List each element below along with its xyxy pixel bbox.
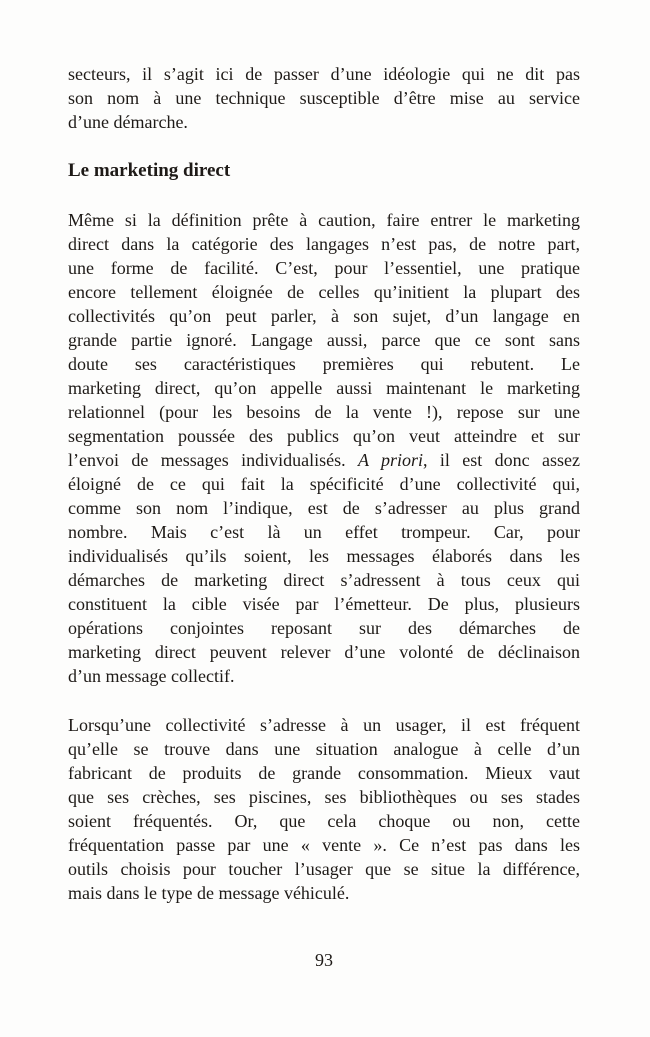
paragraph — [68, 62, 580, 134]
text-line — [68, 110, 580, 134]
text-run: que ses crèches, ses piscines, ses bibliothèques ou ses stades — [68, 787, 580, 807]
text-run: démarches de marketing direct s’adressent à tous ceux qui — [68, 570, 580, 590]
text-run: constituent la cible visée par l’émetteur. De plus, plusieurs — [68, 594, 580, 614]
text-run: soient fréquentés. Or, que cela choque ou non, cette — [68, 811, 580, 831]
text-line — [68, 159, 580, 183]
text-run: encore tellement éloignée de celles qu’initient la plupart des — [68, 282, 580, 302]
text-run: éloigné de ce qui fait la spécificité d’une collectivité qui, — [68, 474, 580, 494]
text-line — [68, 280, 580, 304]
text-line — [68, 640, 580, 664]
text-line — [68, 761, 580, 785]
text-line — [68, 472, 580, 496]
text-run: comme son nom l’indique, est de s’adresser au plus grand — [68, 498, 580, 518]
text-line — [68, 62, 580, 86]
text-line — [68, 544, 580, 568]
text-run: d’un message collectif. — [68, 666, 235, 686]
text-line — [68, 616, 580, 640]
text-line — [68, 256, 580, 280]
text-line — [68, 737, 580, 761]
text-line — [68, 86, 580, 110]
text-run: marketing direct peuvent relever d’une volonté de déclinaison — [68, 642, 580, 662]
text-line — [68, 232, 580, 256]
text-run: Lorsqu’une collectivité s’adresse à un usager, il est fréquent — [68, 715, 580, 735]
paragraph — [68, 713, 580, 905]
text-line — [68, 376, 580, 400]
text-run: individualisés qu’ils soient, les messages élaborés dans les — [68, 546, 580, 566]
text-line — [68, 496, 580, 520]
text-line — [68, 857, 580, 881]
text-line — [68, 713, 580, 737]
text-line — [68, 352, 580, 376]
text-run: opérations conjointes reposant sur des démarches de — [68, 618, 580, 638]
text-run: fabricant de produits de grande consommation. Mieux vaut — [68, 763, 580, 783]
text-line — [68, 304, 580, 328]
text-run: son nom à une technique susceptible d’être mise au service — [68, 88, 580, 108]
text-run: relationnel (pour les besoins de la vente !), repose sur une — [68, 402, 580, 422]
text-run: direct dans la catégorie des langages n’est pas, de notre part, — [68, 234, 580, 254]
text-run: Même si la définition prête à caution, faire entrer le marketing — [68, 210, 580, 230]
text-run: l’envoi de messages individualisés. — [68, 450, 358, 470]
text-line — [68, 520, 580, 544]
text-line — [68, 424, 580, 448]
text-run: secteurs, il s’agit ici de passer d’une idéologie qui ne dit pas — [68, 64, 580, 84]
text-run: mais dans le type de message véhiculé. — [68, 883, 350, 903]
text-run: segmentation poussée des publics qu’on veut atteindre et sur — [68, 426, 580, 446]
text-line — [68, 664, 580, 688]
text-line — [68, 833, 580, 857]
text-run: fréquentation passe par une « vente ». Ce n’est pas dans les — [68, 835, 580, 855]
text-line — [68, 592, 580, 616]
text-run: outils choisis pour toucher l’usager que se situe la différence, — [68, 859, 580, 879]
text-run: qu’elle se trouve dans une situation analogue à celle d’un — [68, 739, 580, 759]
text-run: collectivités qu’on peut parler, à son sujet, d’un langage en — [68, 306, 580, 326]
section-heading — [68, 159, 580, 183]
text-line — [68, 568, 580, 592]
text-line — [68, 400, 580, 424]
text-run: grande partie ignoré. Langage aussi, parce que ce sont sans — [68, 330, 580, 350]
text-line — [68, 809, 580, 833]
text-run: nombre. Mais c’est là un effet trompeur. Car, pour — [68, 522, 580, 542]
text-run: d’une démarche. — [68, 112, 188, 132]
text-run: A priori — [357, 450, 424, 470]
page-number: 93 — [315, 950, 333, 970]
text-line — [68, 328, 580, 352]
text-block — [68, 62, 580, 905]
text-line — [68, 785, 580, 809]
text-line — [68, 208, 580, 232]
text-run: marketing direct, qu’on appelle aussi maintenant le marketing — [68, 378, 580, 398]
text-run: doute ses caractéristiques premières qui rebutent. Le — [68, 354, 580, 374]
text-run: Le marketing direct — [68, 160, 231, 181]
text-line — [68, 448, 580, 472]
text-run: , il est donc assez — [423, 450, 580, 470]
text-line — [68, 881, 580, 905]
text-run: une forme de facilité. C’est, pour l’essentiel, une pratique — [68, 258, 580, 278]
paragraph — [68, 208, 580, 688]
